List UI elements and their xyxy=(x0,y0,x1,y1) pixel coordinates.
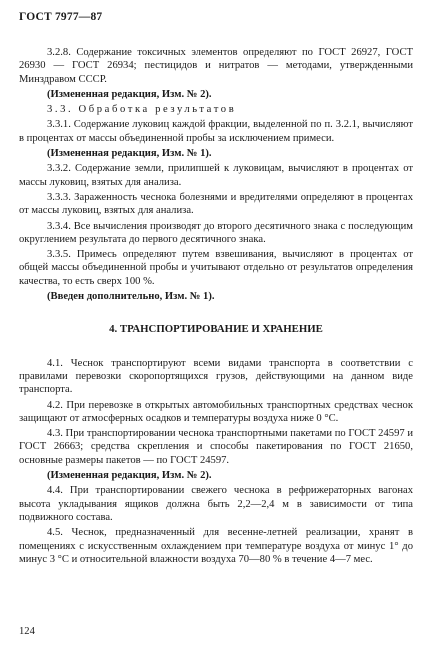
paragraph-ed1a: (Измененная редакция, Изм. № 1). xyxy=(47,148,212,160)
paragraph-p41: 4.1. Чеснок транспортируют всеми видами транспорта в соответствии с правилами перевозки скоропортящихся грузов, действующими на данном виде транспорта. xyxy=(19,357,413,396)
paragraph-sec33: 3.3. Обработка результатов xyxy=(47,104,237,116)
page-number: 124 xyxy=(19,626,35,637)
page-header: ГОСТ 7977—87 xyxy=(19,11,103,23)
paragraph-p44: 4.4. При транспортировании свежего чеснока в рефрижераторных вагонах высота укладывания ящиков должна быть 2,2—2,4 м в зависимости от типа подвижного состава. xyxy=(19,485,413,523)
paragraph-p328: 3.2.8. Содержание токсичных элементов определяют по ГОСТ 26927, ГОСТ 26930 — ГОСТ 26934; пестицидов и нитратов — методами, утвержденными Минздравом СССР. xyxy=(19,47,413,85)
paragraph-p333: 3.3.3. Зараженность чеснока болезнями и вредителями определяют в процентах от массы луковиц, взятых для анализа. xyxy=(19,191,413,217)
paragraph-p45: 4.5. Чеснок, предназначенный для весенне-летней реализации, хранят в помещениях с искусственным охлаждением при температуре воздуха от минус 1° до минус 3 °С и относительной влажности воздуха 70—80 % в течение 4—7 мес. xyxy=(19,527,413,565)
paragraph-p334: 3.3.4. Все вычисления производят до второго десятичного знака с последующим округлением результата до первого десятичного знака. xyxy=(19,220,413,245)
paragraph-p331: 3.3.1. Содержание луковиц каждой фракции, выделенной по п. 3.2.1, вычисляют в процентах от массы объединенной пробы за исключением примеси. xyxy=(19,119,413,144)
paragraph-p43: 4.3. При транспортировании чеснока транспортными пакетами по ГОСТ 24597 и ГОСТ 26663; средства скрепления и способы пакетирования по ГОСТ 21650, основные размеры пакетов — по ГОСТ 24597. xyxy=(19,428,413,466)
section-4-paragraphs xyxy=(19,357,413,566)
paragraph-p332: 3.3.2. Содержание земли, прилипшей к луковицам, вычисляют в процентах от массы луковиц, взятых для анализа. xyxy=(19,163,413,188)
paragraph-p335: 3.3.5. Примесь определяют путем взвешивания, вычисляют в процентах от общей массы объединенной пробы и учитывают отдельно от результатов определения качества, то есть сверх 100 %. xyxy=(19,249,413,287)
document-body xyxy=(19,46,413,568)
paragraph-ed2b: (Измененная редакция, Изм. № 2). xyxy=(47,470,212,482)
section-4-title: 4. ТРАНСПОРТИРОВАНИЕ И ХРАНЕНИЕ xyxy=(109,323,323,336)
paragraph-ed2a: (Измененная редакция, Изм. № 2). xyxy=(47,88,212,100)
paragraph-p42: 4.2. При перевозке в открытых автомобильных транспортных средствах чеснок защищают от атмосферных осадков и температуры воздуха ниже 0 °С. xyxy=(19,399,413,424)
paragraph-intro1: (Введен дополнительно, Изм. № 1). xyxy=(47,291,215,303)
section-3-paragraphs xyxy=(19,46,413,303)
